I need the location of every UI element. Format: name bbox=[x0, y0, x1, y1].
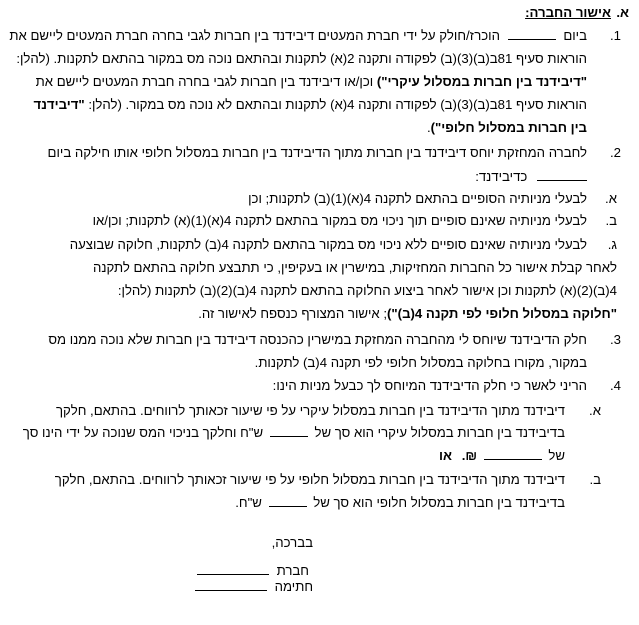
paragraph-number-4: 4. bbox=[609, 378, 621, 393]
or-conjunction: או bbox=[439, 448, 453, 463]
section-title: אישור החברה: bbox=[525, 5, 611, 20]
main-route-term: "דיבידנד בין חברות במסלול עיקרי") bbox=[376, 74, 587, 89]
p3-line-2: במקור, מקורו בחלוקה במסלול חלופי לפי תקנה 4(ב) לתקנות. bbox=[254, 355, 587, 370]
p2-item-c-letter: ג. bbox=[607, 237, 617, 252]
p4-item-a-of: של bbox=[548, 448, 565, 463]
date-blank-2[interactable] bbox=[537, 168, 587, 181]
p2-item-a: לבעלי מניותיה הסופיים בהתאם לתקנה 4(א)(1)(ב) לתקנות; וכן bbox=[248, 191, 587, 206]
p4-item-b-line-1: דיבידנד מתוך הדיבידנד בין חברות במסלול חלופי על פי שיעור זכאותך לרווחים. בהתאם, חלקך bbox=[54, 472, 565, 487]
p1-line-5-period: . bbox=[426, 120, 431, 135]
p2-item-a-letter: א. bbox=[605, 191, 617, 206]
tax-amount-blank[interactable] bbox=[484, 447, 542, 460]
p2-item-b: לבעלי מניותיה שאינם סופיים תוך ניכוי מס במקור בהתאם לתקנה 4(א)(1)(א) לתקנות; וכן/או bbox=[92, 213, 587, 228]
p4-item-a-line-2-text: בדיבידנד בין חברות במסלול עיקרי הוא סך של bbox=[314, 425, 565, 440]
p4-item-b-line-2 bbox=[235, 494, 565, 512]
signature-label-text: חתימה bbox=[274, 579, 313, 594]
p1-line-3 bbox=[36, 73, 587, 91]
p4-item-b-line-2-text: בדיבידנד בין חברות במסלול חלופי הוא סך של bbox=[313, 495, 565, 510]
p4-item-a-line-2 bbox=[23, 424, 565, 442]
company-name-blank[interactable] bbox=[197, 562, 269, 575]
company-label-text: חברת bbox=[276, 563, 309, 578]
p2-item-c-line-2: לאחר קבלת אישור כל החברות המחזיקות, במישרין או בעקיפין, כי תתבצע חלוקה בהתאם לתקנה bbox=[93, 260, 617, 275]
p4-item-a-line-1: דיבידנד מתוך הדיבידנד בין חברות במסלול עיקרי על פי שיעור זכאותך לרווחים. בהתאם, חלקך bbox=[56, 403, 565, 418]
section-letter: א. bbox=[616, 5, 629, 20]
p1-line-5 bbox=[427, 119, 587, 137]
date-blank[interactable] bbox=[508, 27, 556, 40]
p2-item-c-line-1: לבעלי מניותיה שאינם סופיים ללא ניכוי מס במקור בהתאם לתקנה 4(ב) לתקנות, חלוקה שבוצעה bbox=[69, 237, 587, 252]
alt-distribution-term: "חלוקה במסלול חלופי לפי תקנה 4(ב)") bbox=[387, 306, 617, 321]
paragraph-number-2: 2. bbox=[609, 145, 621, 160]
p1-line-4 bbox=[34, 96, 587, 114]
p1-line-2: הוראות סעיף 81ב(ב)(3)(ב) לפקודה ותקנה 2(א) לתקנות ובהתאם נוכה מס במקור בהתאם לתקנות. (להלן: bbox=[16, 51, 587, 66]
p1-line-1 bbox=[9, 27, 587, 45]
p4-item-a-line-3 bbox=[439, 447, 565, 465]
p1-line-3-text: וכן/או דיבידנד בין חברות לגבי בחרה חברת המעטים ליישם את bbox=[35, 74, 377, 89]
p4-item-a-line-2-text-2: ש"ח וחלקך בניכוי המס שנוכה על ידי הינו סך bbox=[22, 425, 264, 440]
paragraph-number-1: 1. bbox=[609, 28, 621, 43]
closing-greeting: בברכה, bbox=[271, 535, 313, 550]
signature-blank[interactable] bbox=[195, 578, 267, 591]
main-route-amount-blank[interactable] bbox=[270, 424, 308, 437]
p1-day-label: ביום bbox=[563, 28, 587, 43]
alt-route-term-end: בין חברות במסלול חלופי") bbox=[430, 120, 587, 135]
p4-item-b-letter: ב. bbox=[589, 472, 601, 487]
p2-dividend-label: כדיבידנד: bbox=[475, 169, 528, 184]
p1-line-1-text: הוכרז/חולק על ידי חברת המעטים דיבידנד בין חברות לגבי בחרה חברת המעטים ליישם את bbox=[9, 28, 500, 43]
p2-item-c-line-4-text: ; אישור המצורף כנספח לאישור זה. bbox=[198, 306, 388, 321]
p3-line-1: חלק הדיבידנד שיוחס לי מהחברה המחזקת במישרין כהכנסה דיבידנד בין חברות שלא נוכה ממנו מס bbox=[48, 332, 587, 347]
p4-item-a-letter: א. bbox=[589, 403, 601, 418]
alt-route-term-start: "דיבידנד bbox=[33, 97, 85, 112]
p2-line-2 bbox=[475, 168, 587, 186]
paragraph-number-3: 3. bbox=[609, 332, 621, 347]
p2-item-c-line-3: 4(ב)(2)(א) לתקנות וכן אישור לאחר ביצוע החלוקה בהתאם לתקנה 4(ב)(2)(ב) לתקנות (להלן: bbox=[117, 283, 617, 298]
p2-item-b-letter: ב. bbox=[605, 213, 617, 228]
p4-item-b-shekel: ש"ח. bbox=[235, 495, 262, 510]
p4-line-1: הריני לאשר כי חלק הדיבידנד המיוחס לך כבעל מניות הינו: bbox=[272, 378, 587, 393]
shekel-sign: ₪. bbox=[461, 448, 478, 463]
p1-line-4-text: הוראות סעיף 81ב(ב)(3)(ב) לפקודה ותקנה 4(א) לתקנות ובהתאם לא נוכה מס במקור. (להלן: bbox=[84, 97, 587, 112]
signature-label bbox=[195, 578, 313, 596]
p2-line-1: לחברה המחזקת יוחס דיבידנד בין חברות מתוך הדיבידנד בין חברות במסלול חלופי אותו חילקה ביום bbox=[47, 145, 587, 160]
p2-item-c-line-4 bbox=[198, 305, 617, 323]
alt-route-amount-blank[interactable] bbox=[269, 494, 307, 507]
